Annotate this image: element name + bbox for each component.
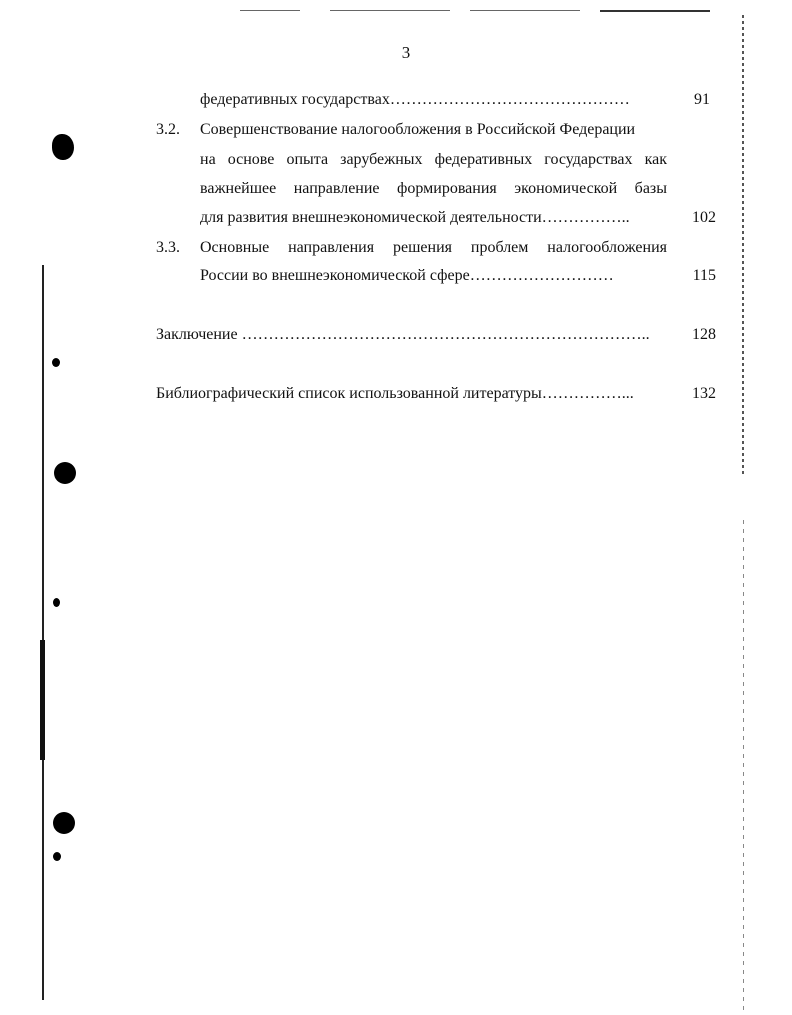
toc-entry-page: 102 bbox=[692, 209, 716, 226]
toc-entry-page: 128 bbox=[692, 326, 716, 343]
punch-hole-mark bbox=[52, 358, 60, 367]
scan-artifact bbox=[600, 10, 710, 12]
toc-entry-text: важнейшее направление формирования экономической базы bbox=[200, 180, 667, 197]
scan-artifact bbox=[330, 10, 450, 11]
toc-entry-number: 3.3. bbox=[156, 239, 180, 256]
scan-artifact bbox=[240, 10, 300, 11]
toc-entry-text: на основе опыта зарубежных федеративных государствах как bbox=[200, 151, 667, 168]
toc-entry-text: Библиографический список использованной литературы……………... bbox=[156, 385, 634, 402]
punch-hole-mark bbox=[53, 812, 75, 834]
toc-entry-text: России во внешнеэкономической сфере……………………… bbox=[200, 267, 614, 284]
toc-entry-number: 3.2. bbox=[156, 121, 180, 138]
toc-entry-page: 132 bbox=[692, 385, 716, 402]
toc-entry-text: Совершенствование налогообложения в Российской Федерации bbox=[200, 121, 636, 138]
punch-hole-mark bbox=[53, 598, 60, 607]
scan-artifact bbox=[42, 265, 44, 1000]
toc-entry-text: Заключение ………………………………………………………………….. bbox=[156, 326, 650, 343]
toc-entry-text: Основные направления решения проблем налогообложения bbox=[200, 239, 667, 256]
scan-artifact bbox=[743, 520, 744, 1010]
punch-hole-mark bbox=[54, 462, 76, 484]
punch-hole-mark bbox=[53, 852, 61, 861]
scan-artifact bbox=[470, 10, 580, 11]
page-number: 3 bbox=[401, 43, 411, 62]
toc-entry-text: федеративных государствах……………………………………… bbox=[200, 91, 630, 108]
punch-hole-mark bbox=[52, 134, 74, 160]
scan-artifact bbox=[40, 640, 45, 760]
toc-entry-page: 115 bbox=[692, 267, 716, 284]
toc-entry-text: для развития внешнеэкономической деятельности…………….. bbox=[200, 209, 630, 226]
toc-entry-page: 91 bbox=[694, 91, 710, 108]
scan-artifact bbox=[742, 15, 744, 475]
